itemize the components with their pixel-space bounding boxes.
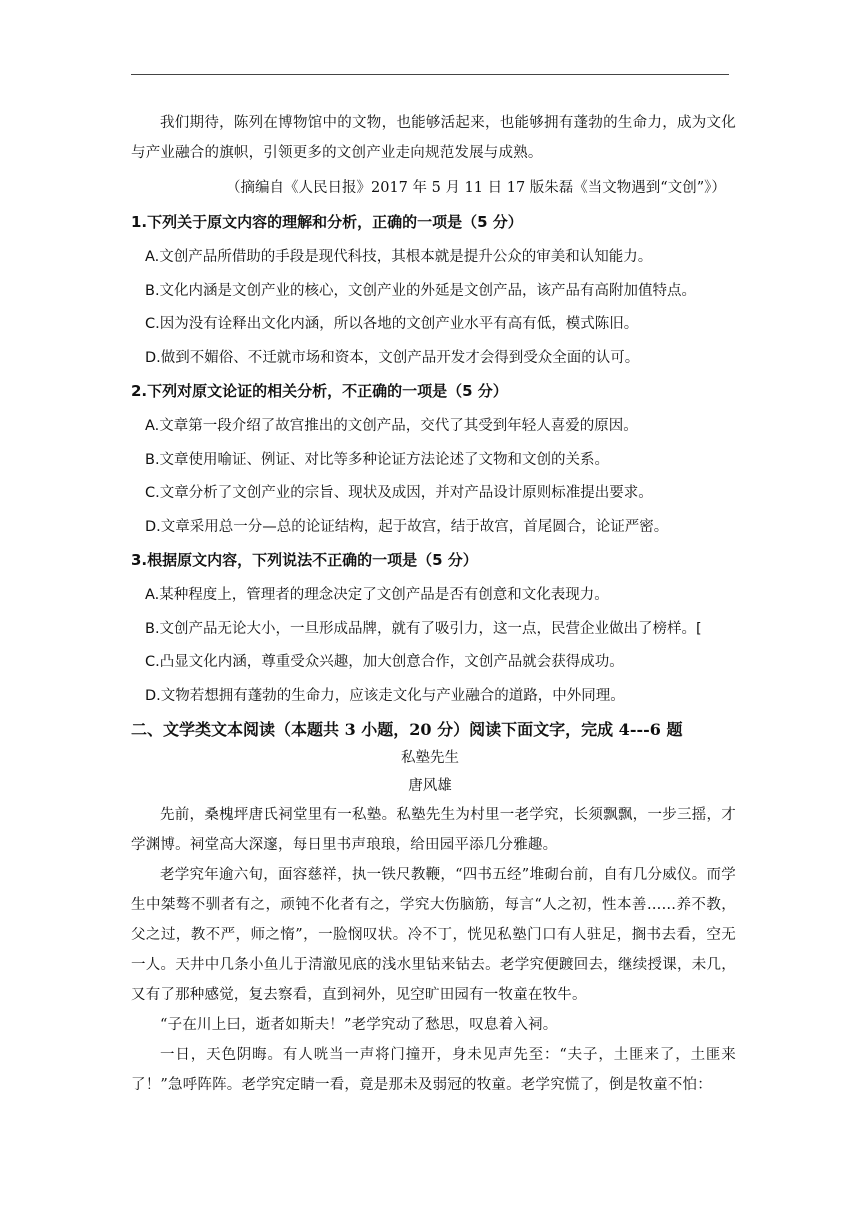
question-2-option-b: B.文章使用喻证、例证、对比等多种论证方法论述了文物和文创的关系。 bbox=[145, 452, 610, 468]
question-1-option-b: B.文化内涵是文创产业的核心，文创产业的外延是文创产品，该产品有高附加值特点。 bbox=[145, 283, 697, 299]
story-author: 唐风雄 bbox=[408, 778, 452, 794]
question-3-option-d: D.文物若想拥有蓬勃的生命力，应该走文化与产业融合的道路，中外同理。 bbox=[145, 688, 625, 704]
story-title: 私塾先生 bbox=[401, 750, 459, 766]
question-1-title: 1.下列关于原文内容的理解和分析，正确的一项是（5 分） bbox=[131, 213, 523, 231]
story-paragraph-4: 一日，天色阴晦。有人咣当一声将门撞开，身未见声先至：“夫子，土匪来了，土匪来了！”急呼阵阵。老学究定睛一看，竟是那未及弱冠的牧童。老学究慌了，倒是牧童不怕： bbox=[131, 1047, 736, 1093]
question-1-option-a: A.文创产品所借助的手段是现代科技，其根本就是提升公众的审美和认知能力。 bbox=[145, 249, 653, 265]
story-paragraph-3: “子在川上曰，逝者如斯夫！”老学究动了愁思，叹息着入祠。 bbox=[160, 1017, 558, 1033]
question-2-option-d: D.文章采用总一分—总的论证结构，起于故宫，结于故宫，首尾圆合，论证严密。 bbox=[145, 519, 669, 535]
story-paragraph-1: 先前，桑槐坪唐氏祠堂里有一私塾。私塾先生为村里一老学究，长须飘飘，一步三摇，才学渊博。祠堂高大深邃，每日里书声琅琅，给田园平添几分雅趣。 bbox=[131, 807, 736, 853]
question-1-option-d: D.做到不媚俗、不迁就市场和资本，文创产品开发才会得到受众全面的认可。 bbox=[145, 350, 640, 366]
question-2-title: 2.下列对原文论证的相关分析，不正确的一项是（5 分） bbox=[131, 382, 508, 400]
story-paragraph-2: 老学究年逾六旬，面容慈祥，执一铁尺教鞭，“四书五经”堆砌台前，自有几分威仪。而学生中桀骜不驯者有之，顽钝不化者有之，学究大伤脑筋，每言“人之初，性本善……养不教，父之过，教不严，师之惰”，一脸悯叹状。冷不丁，恍见私塾门口有人驻足，搁书去看，空无一人。天井中几条小鱼儿于清澈见底的浅水里钻来钻去。老学究便踱回去，继续授课，未几，又有了那种感觉，复去察看，直到祠外，见空旷田园有一牧童在牧牛。 bbox=[131, 867, 736, 1003]
intro-paragraph: 我们期待，陈列在博物馆中的文物，也能够活起来，也能够拥有蓬勃的生命力，成为文化与产业融合的旗帜，引领更多的文创产业走向规范发展与成熟。 bbox=[131, 115, 736, 161]
question-2-option-c: C.文章分析了文创产业的宗旨、现状及成因，并对产品设计原则标准提出要求。 bbox=[145, 485, 653, 501]
question-3-title: 3.根据原文内容，下列说法不正确的一项是（5 分） bbox=[131, 551, 478, 569]
top-rule bbox=[131, 74, 729, 75]
question-1-option-c: C.因为没有诠释出文化内涵，所以各地的文创产业水平有高有低，模式陈旧。 bbox=[145, 316, 639, 332]
question-2-option-a: A.文章第一段介绍了故宫推出的文创产品，交代了其受到年轻人喜爱的原因。 bbox=[145, 418, 638, 434]
question-3-option-c: C.凸显文化内涵，尊重受众兴趣，加大创意合作，文创产品就会获得成功。 bbox=[145, 654, 624, 670]
source-citation: （摘编自《人民日报》2017 年 5 月 11 日 17 版朱磊《当文物遇到“文创”》） bbox=[226, 180, 726, 196]
section-2-heading: 二、文学类文本阅读（本题共 3 小题，20 分）阅读下面文字，完成 4---6 题 bbox=[131, 720, 683, 739]
question-3-option-a: A.某种程度上，管理者的理念决定了文创产品是否有创意和文化表现力。 bbox=[145, 587, 609, 603]
question-3-option-b: B.文创产品无论大小，一旦形成品牌，就有了吸引力，这一点，民营企业做出了榜样。[ bbox=[145, 621, 702, 637]
